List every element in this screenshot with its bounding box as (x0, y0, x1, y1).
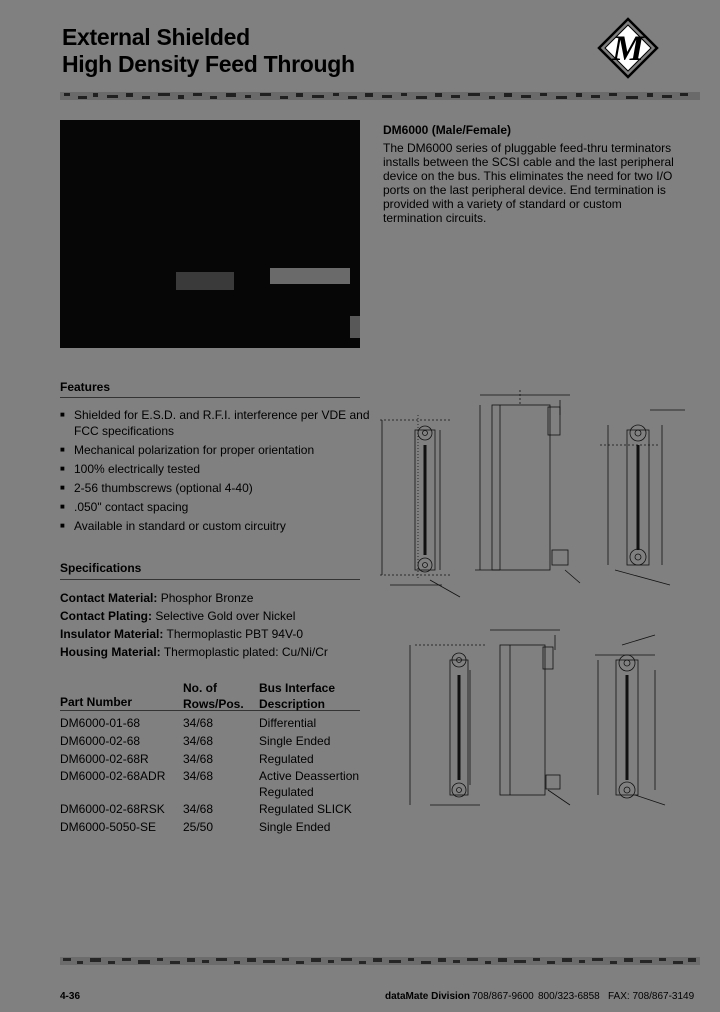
spec-value: Selective Gold over Nickel (155, 609, 296, 623)
table-row (60, 768, 360, 800)
specifications-list (60, 589, 328, 661)
drawing-lower-front (410, 645, 485, 805)
spec-label: Housing Material: (60, 645, 161, 659)
decorative-band-bottom (60, 954, 700, 968)
spec-row (60, 607, 328, 625)
table-row (60, 750, 360, 768)
drawing-front-view (380, 415, 460, 597)
specifications-rule (60, 579, 360, 580)
spec-label: Insulator Material: (60, 627, 164, 641)
spec-row (60, 643, 328, 661)
logo-letter: M (611, 28, 645, 68)
drawing-front-view-alt (600, 410, 685, 585)
spec-label: Contact Plating: (60, 609, 152, 623)
footer-phone-2: 800/323-6858 (538, 991, 600, 1002)
cell-description-line1: Active Deassertion (259, 769, 360, 783)
cell-rows-pos: 25/50 (183, 820, 214, 834)
spec-row (60, 625, 328, 643)
drawing-side-view (475, 390, 580, 583)
feature-item: ■ Available in standard or custom circuitry (60, 518, 370, 534)
cell-description (259, 768, 359, 800)
features-list (60, 407, 370, 537)
cell-description: Regulated (259, 752, 314, 766)
footer-fax: FAX: 708/867-3149 (608, 991, 695, 1002)
company-logo (596, 16, 660, 80)
photo-highlight (270, 268, 350, 284)
feature-item: ■ Mechanical polarization for proper orientation (60, 442, 370, 458)
table-header (60, 680, 360, 710)
spec-row (60, 589, 328, 607)
cell-rows-pos: 34/68 (183, 752, 214, 766)
cell-part: DM6000-01-68 (60, 716, 141, 730)
cell-description-line2: Regulated (259, 785, 314, 799)
cell-part: DM6000-5050-SE (60, 820, 157, 834)
feature-item: ■ .050" contact spacing (60, 499, 370, 515)
cell-rows-pos: 34/68 (183, 734, 214, 748)
part-number-table (60, 680, 360, 836)
cell-part: DM6000-02-68R (60, 752, 149, 766)
footer-division: dataMate Division (385, 991, 471, 1002)
title-line-1: External Shielded (62, 24, 250, 50)
header-rows-line1: No. of (183, 681, 217, 695)
cell-part: DM6000-02-68ADR (60, 769, 166, 783)
header-bus-line1: Bus Interface (259, 681, 336, 695)
header-rows-pos (183, 680, 244, 712)
footer-phone: 708/867-9600 (472, 991, 534, 1002)
cell-description: Single Ended (259, 820, 331, 834)
cell-rows-pos: 34/68 (183, 716, 214, 730)
cell-part: DM6000-02-68RSK (60, 802, 165, 816)
table-row (60, 732, 360, 750)
features-rule (60, 397, 360, 398)
feature-item: ■ 2-56 thumbscrews (optional 4-40) (60, 480, 370, 496)
cell-description: Differential (259, 716, 317, 730)
photo-highlight (350, 316, 360, 338)
table-row (60, 800, 360, 818)
product-heading: DM6000 (Male/Female) (383, 123, 512, 137)
spec-label: Contact Material: (60, 591, 158, 605)
cell-part: DM6000-02-68 (60, 734, 141, 748)
header-rows-line2: Rows/Pos. (183, 697, 244, 711)
table-row (60, 714, 360, 732)
cell-rows-pos: 34/68 (183, 802, 214, 816)
cell-description: Regulated SLICK (259, 802, 352, 816)
drawing-lower-front-alt (595, 635, 665, 805)
header-part-number: Part Number (60, 695, 133, 709)
feature-item: ■ Shielded for E.S.D. and R.F.I. interference per VDE and FCC specifications (60, 407, 370, 439)
spec-value: Thermoplastic PBT 94V-0 (166, 627, 303, 641)
spec-value: Phosphor Bronze (160, 591, 254, 605)
header-bus-line2: Description (259, 697, 326, 711)
header-bus-interface (259, 680, 335, 712)
feature-item: ■ 100% electrically tested (60, 461, 370, 477)
photo-highlight (176, 272, 234, 290)
title-line-2: High Density Feed Through (62, 51, 355, 77)
drawing-lower-side (490, 630, 570, 805)
specifications-heading: Specifications (60, 561, 142, 575)
technical-drawing (370, 385, 700, 825)
cell-rows-pos: 34/68 (183, 769, 214, 783)
features-heading: Features (60, 380, 111, 394)
product-photo (60, 120, 360, 348)
table-row (60, 818, 360, 836)
cell-description: Single Ended (259, 734, 331, 748)
decorative-band-top (60, 90, 700, 102)
page-title (62, 24, 355, 78)
page-number: 4-36 (60, 991, 81, 1002)
spec-value: Thermoplastic plated: Cu/Ni/Cr (163, 645, 328, 659)
product-description: The DM6000 series of pluggable feed-thru terminators installs between the SCSI cable and the last peripheral device on the bus. This eliminates the need for two I/O ports on the last peripheral device. End termination is provided with a variety of standard or custom termination circuits. (383, 141, 674, 225)
